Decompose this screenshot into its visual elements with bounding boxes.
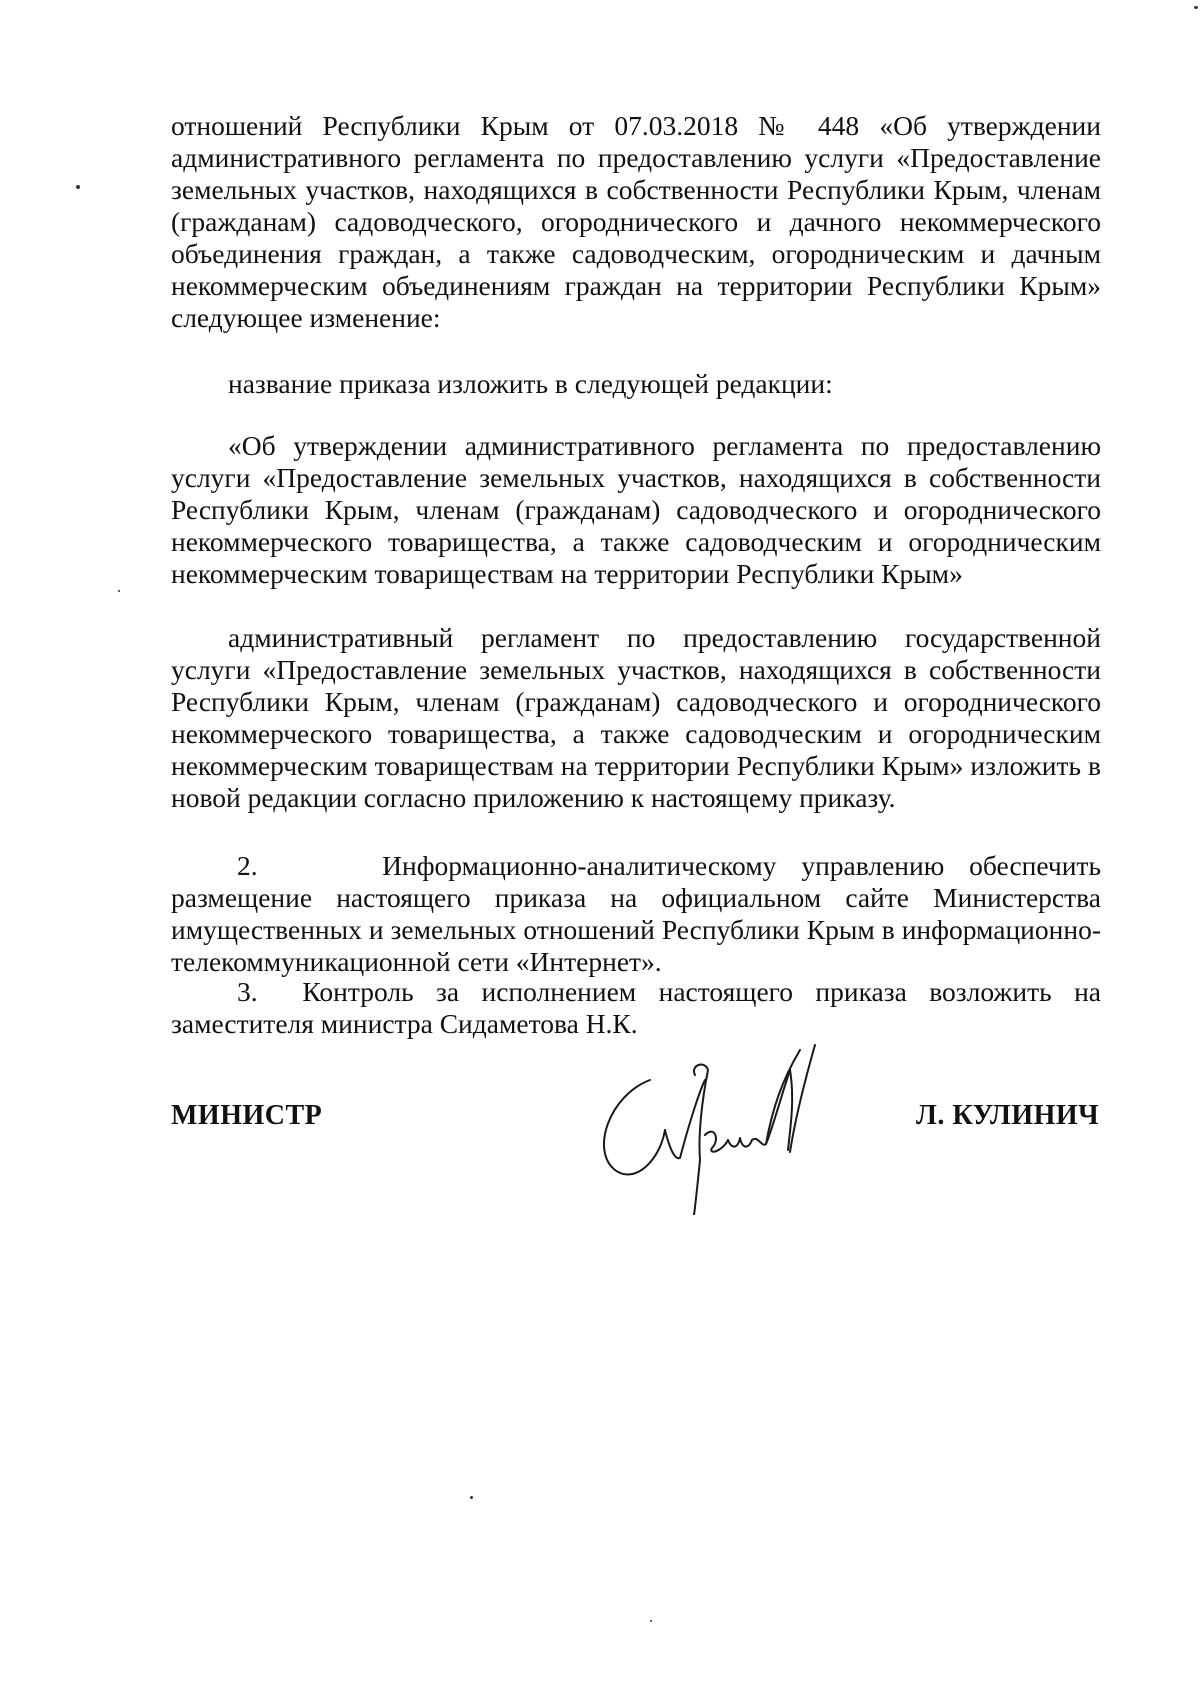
paragraph-regulation-edition: административный регламент по предоставлению государственной услуги «Предоставление земельных участков, находящихся в собственности Республики Крым, членам (гражданам) садоводческого и огороднического некоммерческого товарищества, а также садоводческим и огородническим некоммерческим товариществам на территории Республики Крым» изложить в новой редакции согласно приложению к настоящему приказу. [171, 622, 1101, 813]
scan-speck [76, 185, 80, 189]
paragraph-order-reference: отношений Республики Крым от 07.03.2018 № 448 «Об утверждении административного регламента по предоставлению услуги «Предоставление земельных участков, находящихся в собственности Республики Крым, членам (гражданам) садоводческого, огороднического и дачного некоммерческого объединения граждан, а также садоводческим, огородническим и дачным некоммерческим объединениям граждан на территории Республики Крым» следующее изменение: [171, 110, 1101, 333]
signatory-name: Л. КУЛИНИЧ [916, 1100, 1100, 1131]
scan-speck [1194, 6, 1198, 9]
paragraph-title-change: название приказа изложить в следующей редакции: [228, 368, 833, 399]
paragraph-item-3: 3. Контроль за исполнением настоящего приказа возложить на заместителя министра Сидаметова Н.К. [171, 976, 1108, 1039]
paragraph-new-title: «Об утверждении административного регламента по предоставлению услуги «Предоставление земельных участков, находящихся в собственности Республики Крым, членам (гражданам) садоводческого и огороднического некоммерческого товарищества, а также садоводческим и огородническим некоммерческим товариществам на территории Республики Крым» [171, 430, 1101, 589]
paragraph-item-2: 2. Информационно-аналитическому управлению обеспечить размещение настоящего приказа на официальном сайте Министерства имущественных и земельных отношений Республики Крым в информационно-телекоммуникационной сети «Интернет». [171, 850, 1108, 977]
scan-speck [470, 1496, 473, 1499]
scan-speck [650, 1620, 652, 1622]
scan-speck [118, 590, 120, 592]
handwritten-signature [590, 1040, 850, 1215]
signatory-title: МИНИСТР [171, 1100, 323, 1131]
